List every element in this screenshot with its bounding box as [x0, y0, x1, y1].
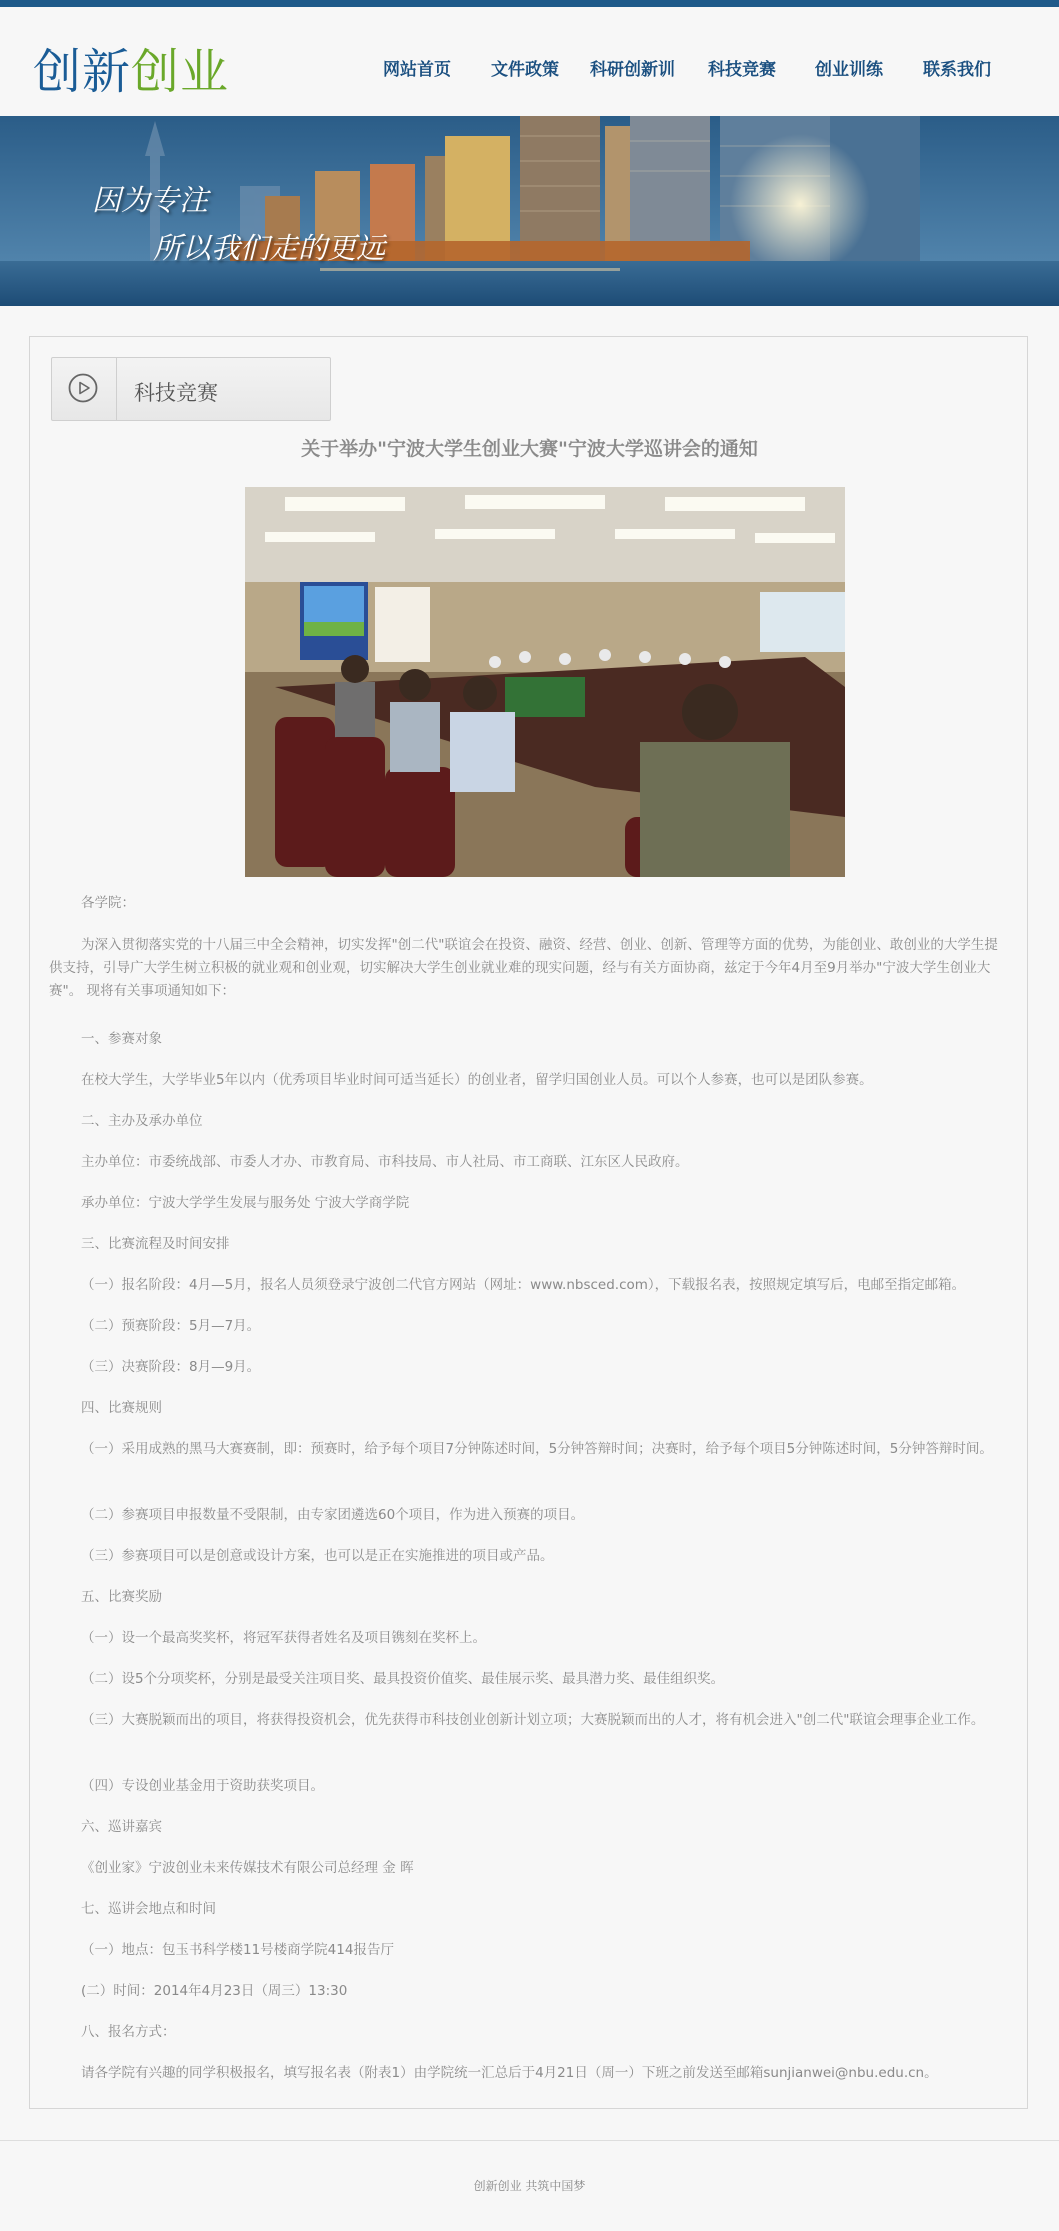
logo-part1: 创新: [33, 44, 132, 100]
article-paragraph: （二）参赛项目申报数量不受限制，由专家团遴选60个项目，作为进入预赛的项目。: [81, 1507, 585, 1523]
article-paragraph: 七、巡讲会地点和时间: [81, 1901, 216, 1917]
article-paragraph: （三）决赛阶段：8月—9月。: [81, 1359, 261, 1375]
article-paragraph: 各学院：: [81, 895, 135, 911]
article-paragraph: （三）参赛项目可以是创意或设计方案，也可以是正在实施推进的项目或产品。: [81, 1548, 554, 1564]
article-paragraph: （二）预赛阶段：5月—7月。: [81, 1318, 261, 1334]
footer-text: 创新创业 共筑中国梦: [473, 2179, 586, 2193]
article-paragraph: 主办单位：市委统战部、市委人才办、市教育局、市科技局、市人社局、市工商联、江东区人民政府。: [81, 1154, 689, 1170]
article-paragraph: 二、主办及承办单位: [81, 1113, 203, 1129]
top-accent-bar: [0, 0, 1059, 7]
section-tab[interactable]: [51, 357, 331, 421]
footer-divider: [0, 2140, 1059, 2141]
nav-item-home[interactable]: 网站首页: [383, 60, 451, 80]
article-paragraph: 为深入贯彻落实党的十八届三中全会精神，切实发挥"创二代"联谊会在投资、融资、经营、创业、创新、管理等方面的优势，为能创业、敢创业的大学生提供支持，引导广大学生树立积极的就业观和创业观，切实解决大学生创业就业难的现实问题，经与有关方面协商，兹定于今年4月至9月举办"宁波大学生创业大赛"。 现将有关事项通知如下：: [49, 937, 998, 999]
article-paragraph: （一）采用成熟的黑马大赛赛制，即：预赛时，给予每个项目7分钟陈述时间，5分钟答辩时间；决赛时，给予每个项目5分钟陈述时间，5分钟答辩时间。: [81, 1441, 993, 1457]
article-paragraph: （一）报名阶段：4月—5月，报名人员须登录宁波创二代官方网站（网址：www.nbsced.com），下载报名表，按照规定填写后，电邮至指定邮箱。: [81, 1277, 966, 1293]
article-title: 关于举办"宁波大学生创业大赛"宁波大学巡讲会的通知: [301, 438, 758, 460]
article-paragraph: （四）专设创业基金用于资助获奖项目。: [81, 1778, 324, 1794]
meeting-room-image: [245, 487, 845, 877]
section-title: 科技竞赛: [134, 381, 218, 405]
banner-slogan-line2: 所以我们走的更远: [153, 231, 386, 265]
nav-item-training[interactable]: 创业训练: [815, 60, 883, 80]
article-photo: [245, 487, 845, 877]
article-paragraph: 请各学院有兴趣的同学积极报名，填写报名表（附表1）由学院统一汇总后于4月21日（周一）下班之前发送至邮箱sunjianwei@nbu.edu.cn。: [81, 2065, 938, 2081]
article-paragraph: （三）大赛脱颖而出的项目，将获得投资机会，优先获得市科技创业创新计划立项；大赛脱颖而出的人才，将有机会进入"创二代"联谊会理事企业工作。: [81, 1712, 985, 1728]
play-circle-icon: [68, 373, 98, 403]
article-paragraph: （一）地点：包玉书科学楼11号楼商学院414报告厅: [81, 1942, 394, 1958]
article-paragraph: 在校大学生，大学毕业5年以内（优秀项目毕业时间可适当延长）的创业者，留学归国创业人员。可以个人参赛，也可以是团队参赛。: [81, 1072, 873, 1088]
logo-part2: 创业: [131, 44, 230, 100]
article-paragraph: 八、报名方式：: [81, 2024, 176, 2040]
article-paragraph: （二）设5个分项奖杯，分别是最受关注项目奖、最具投资价值奖、最佳展示奖、最具潜力奖、最佳组织奖。: [81, 1671, 725, 1687]
nav-item-research[interactable]: 科研创新训: [590, 60, 675, 80]
article-paragraph: (二）时间：2014年4月23日（周三）13:30: [81, 1983, 348, 1999]
article-paragraph: （一）设一个最高奖奖杯，将冠军获得者姓名及项目镌刻在奖杯上。: [81, 1630, 486, 1646]
article-paragraph: 一、参赛对象: [81, 1031, 162, 1047]
article-paragraph: 六、巡讲嘉宾: [81, 1819, 162, 1835]
nav-item-policy[interactable]: 文件政策: [491, 60, 559, 80]
article-paragraph: 承办单位：宁波大学学生发展与服务处 宁波大学商学院: [81, 1195, 410, 1211]
nav-item-contact[interactable]: 联系我们: [923, 60, 991, 80]
site-logo[interactable]: [33, 33, 229, 102]
hero-banner: [0, 116, 1059, 306]
banner-slogan-line1: 因为专注: [92, 183, 209, 217]
article-paragraph: 《创业家》宁波创业未来传媒技术有限公司总经理 金 晖: [81, 1860, 414, 1876]
nav-item-competition[interactable]: 科技竞赛: [708, 60, 776, 80]
article-paragraph: 四、比赛规则: [81, 1400, 162, 1416]
section-icon-wrap: [52, 358, 117, 420]
content-panel: [29, 336, 1028, 2109]
article-paragraph: 三、比赛流程及时间安排: [81, 1236, 230, 1252]
article-paragraph: 五、比赛奖励: [81, 1589, 162, 1605]
site-header: [0, 7, 1059, 116]
